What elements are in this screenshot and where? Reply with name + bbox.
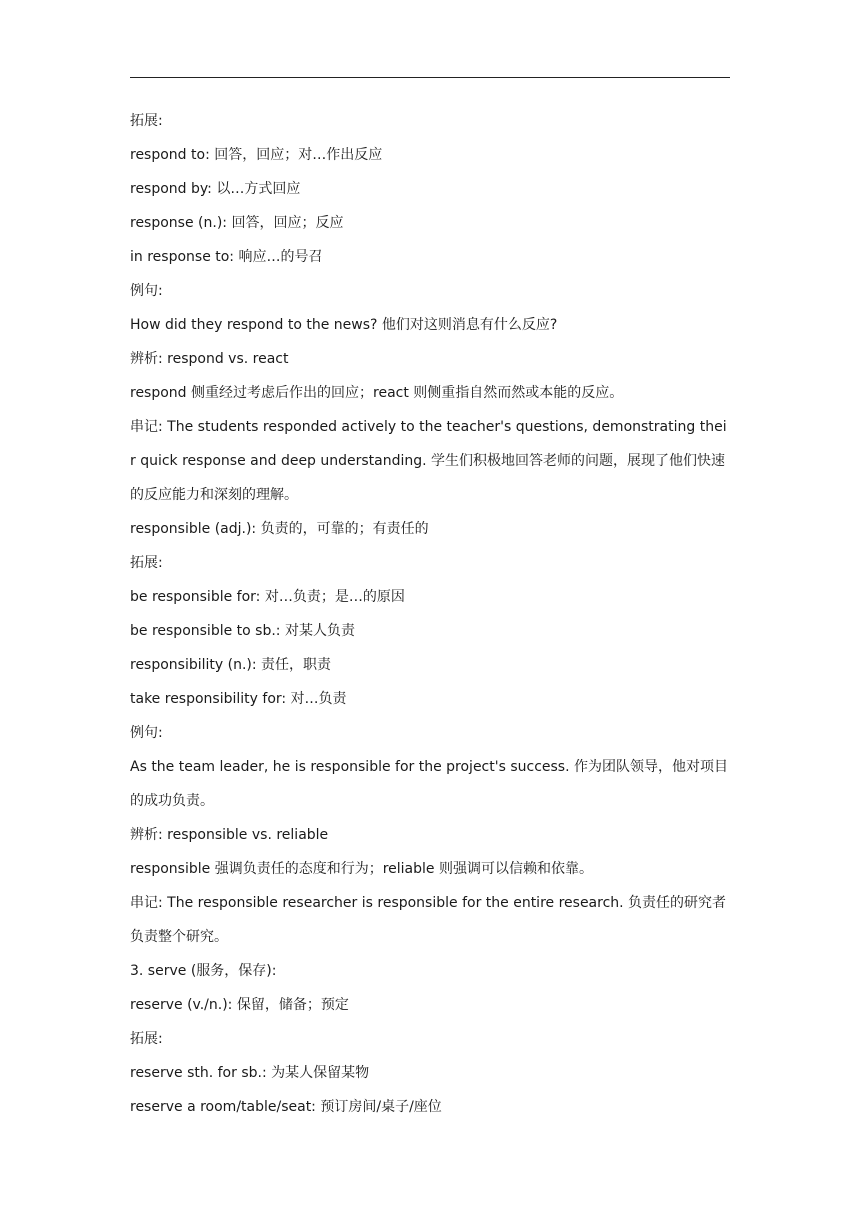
text-paragraph: 串记: The students responded actively to the teacher's questions, demonstrating their quick response and deep understanding. 学生们积极地回答老师的问题，展现了他们快速的反应能力和深刻的理解。 (130, 419, 727, 503)
text-line: 3. serve (服务，保存): (130, 963, 277, 979)
text-line: 拓展: (130, 1031, 163, 1047)
text-line: responsible 强调负责任的态度和行为；reliable 则强调可以信赖和依靠。 (130, 861, 593, 877)
text-line: respond 侧重经过考虑后作出的回应；react 则侧重指自然而然或本能的反应。 (130, 385, 624, 401)
text-line: be responsible for: 对…负责；是…的原因 (130, 589, 405, 605)
text-line: 辨析: responsible vs. reliable (130, 827, 329, 843)
text-line: How did they respond to the news? 他们对这则消息有什么反应? (130, 317, 558, 333)
text-line: response (n.): 回答，回应；反应 (130, 215, 344, 231)
text-line: 例句: (130, 283, 163, 299)
text-line: respond to: 回答，回应；对…作出反应 (130, 147, 383, 163)
document-body (130, 104, 730, 1124)
text-line: 拓展: (130, 555, 163, 571)
text-line: in response to: 响应…的号召 (130, 249, 323, 265)
text-line: responsibility (n.): 责任，职责 (130, 657, 332, 673)
text-line: 例句: (130, 725, 163, 741)
text-line: reserve (v./n.): 保留，储备；预定 (130, 997, 349, 1013)
text-line: reserve a room/table/seat: 预订房间/桌子/座位 (130, 1099, 442, 1115)
text-line: 辨析: respond vs. react (130, 351, 289, 367)
text-line: responsible (adj.): 负责的，可靠的；有责任的 (130, 521, 429, 537)
text-line: be responsible to sb.: 对某人负责 (130, 623, 355, 639)
text-line: take responsibility for: 对…负责 (130, 691, 347, 707)
text-paragraph: As the team leader, he is responsible for the project's success. 作为团队领导，他对项目的成功负责。 (130, 759, 729, 809)
text-line: respond by: 以…方式回应 (130, 181, 301, 197)
text-line: 拓展: (130, 113, 163, 129)
text-line: reserve sth. for sb.: 为某人保留某物 (130, 1065, 370, 1081)
text-paragraph: 串记: The responsible researcher is responsible for the entire research. 负责任的研究者负责整个研究。 (130, 895, 727, 945)
header-rule (130, 77, 730, 78)
